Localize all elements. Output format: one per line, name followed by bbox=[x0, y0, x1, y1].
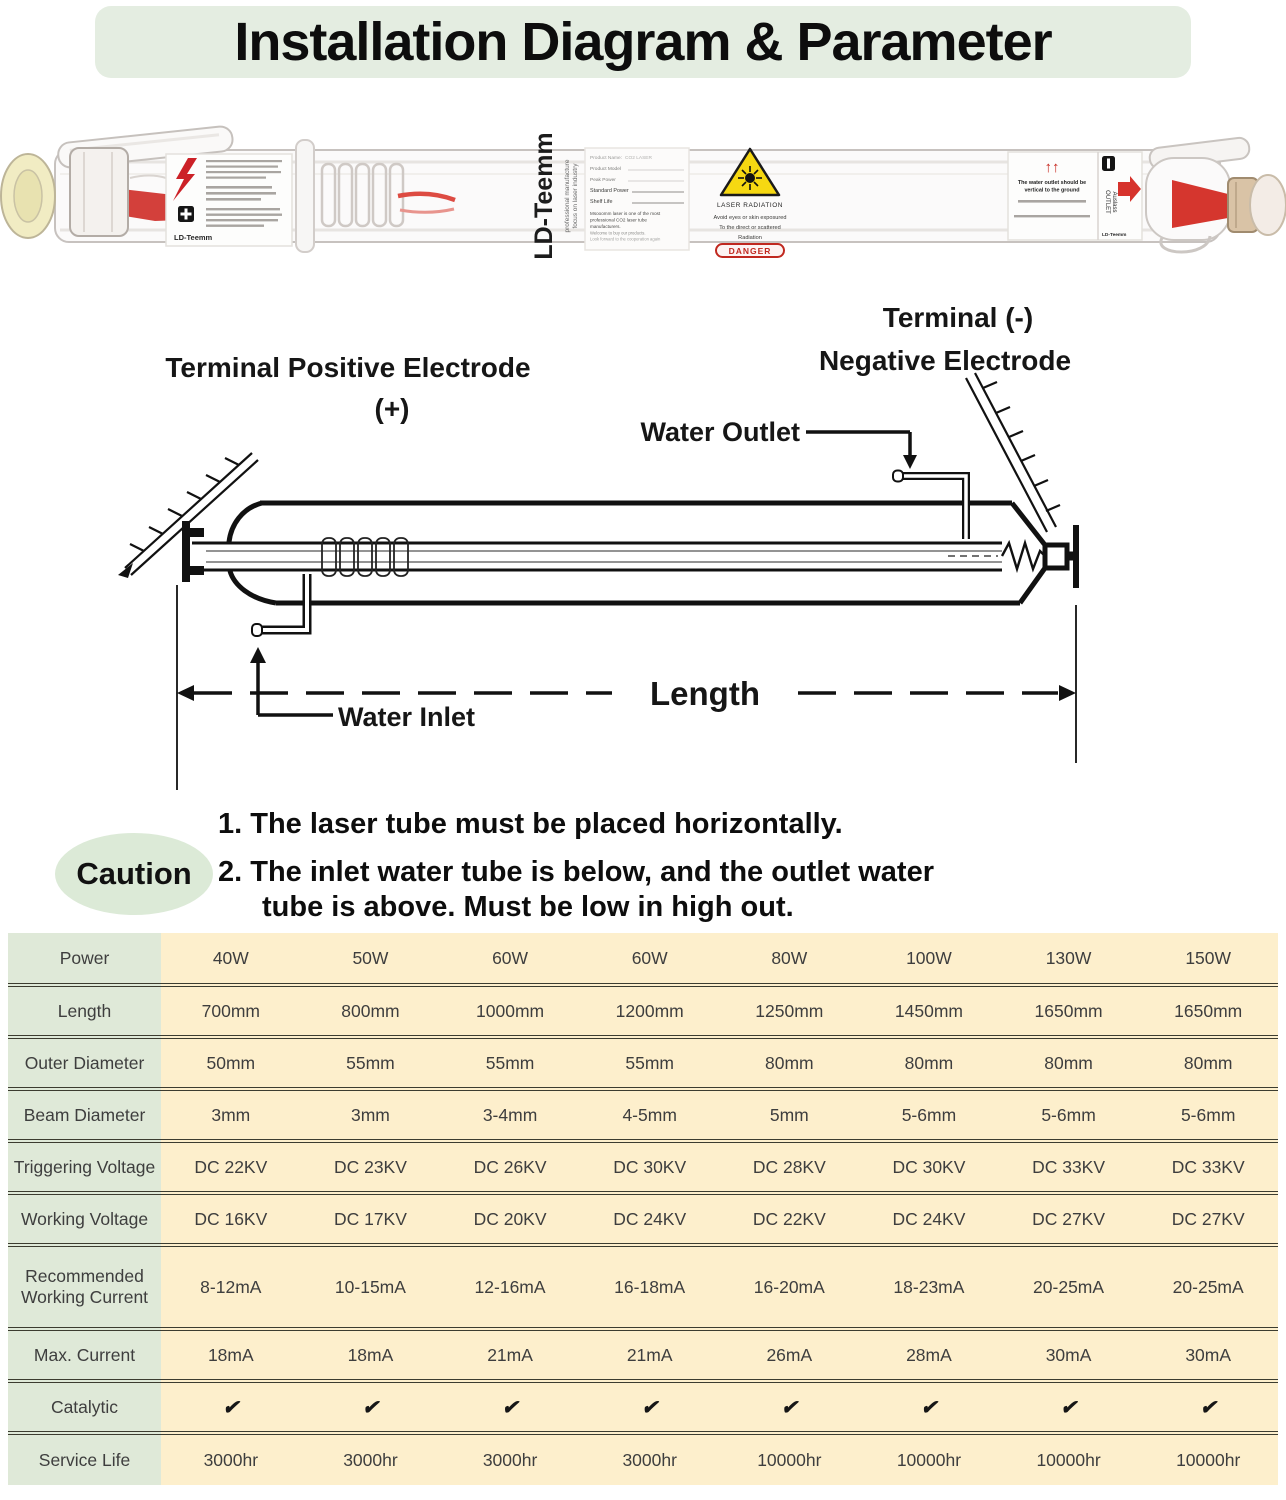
row-label: Length bbox=[8, 985, 161, 1037]
label-terminal-negative-1: Terminal (-) bbox=[882, 302, 1034, 333]
table-cell: 16-20mA bbox=[720, 1245, 860, 1329]
table-cell: 50mm bbox=[161, 1037, 301, 1089]
svg-text:Shelf Life: Shelf Life bbox=[590, 199, 613, 205]
table-cell: 800mm bbox=[301, 985, 441, 1037]
installation-diagram bbox=[0, 285, 1286, 790]
table-cell: DC 23KV bbox=[301, 1141, 441, 1193]
brand-sub1: professional manufacture bbox=[564, 159, 571, 233]
title-banner bbox=[95, 6, 1191, 78]
svg-text:Auslass: Auslass bbox=[1111, 191, 1117, 213]
table-cell: 3000hr bbox=[161, 1433, 301, 1485]
table-cell: 12-16mA bbox=[440, 1245, 580, 1329]
row-label: Power bbox=[8, 933, 161, 985]
table-cell: 21mA bbox=[440, 1329, 580, 1381]
table-cell: 5-6mm bbox=[1138, 1089, 1278, 1141]
row-label: Max. Current bbox=[8, 1329, 161, 1381]
brand-sub2: focus on laser industry bbox=[572, 163, 579, 229]
svg-text:DANGER: DANGER bbox=[728, 246, 772, 256]
table-row bbox=[8, 1193, 1278, 1245]
label-water-inlet: Water Inlet bbox=[338, 702, 476, 732]
caution-note-2-line1: 2. The inlet water tube is below, and the outlet water bbox=[218, 856, 934, 888]
table-cell: 3000hr bbox=[301, 1433, 441, 1485]
table-cell: DC 33KV bbox=[1138, 1141, 1278, 1193]
table-cell: 18mA bbox=[161, 1329, 301, 1381]
table-cell: 1250mm bbox=[720, 985, 860, 1037]
table-cell: 10000hr bbox=[1138, 1433, 1278, 1485]
table-cell: 55mm bbox=[580, 1037, 720, 1089]
positive-electrode-wire bbox=[125, 453, 258, 575]
row-label: Triggering Voltage bbox=[8, 1141, 161, 1193]
table-cell: 80mm bbox=[999, 1037, 1139, 1089]
table-cell: 700mm bbox=[161, 985, 301, 1037]
table-cell: DC 30KV bbox=[859, 1141, 999, 1193]
row-label: Service Life bbox=[8, 1433, 161, 1485]
label-terminal-negative-2: Negative Electrode bbox=[818, 345, 1072, 376]
label-water-outlet: Water Outlet bbox=[640, 417, 800, 447]
table-cell: DC 24KV bbox=[859, 1193, 999, 1245]
svg-text:OUTLET: OUTLET bbox=[1104, 190, 1110, 214]
table-cell: DC 28KV bbox=[720, 1141, 860, 1193]
table-cell: 80mm bbox=[859, 1037, 999, 1089]
tube-left-label bbox=[166, 154, 292, 246]
table-cell: DC 27KV bbox=[999, 1193, 1139, 1245]
right-cap bbox=[1045, 525, 1076, 588]
table-cell: ✔ bbox=[440, 1381, 580, 1433]
svg-text:Welcome to buy our products.: Welcome to buy our products. bbox=[590, 230, 646, 236]
svg-text:Radiation: Radiation bbox=[738, 235, 762, 241]
table-cell: 80mm bbox=[1138, 1037, 1278, 1089]
svg-text:Product Model: Product Model bbox=[590, 167, 621, 172]
length-dimension bbox=[177, 585, 1076, 790]
svg-text:Product Name:: Product Name: bbox=[590, 156, 622, 161]
table-cell: 1650mm bbox=[999, 985, 1139, 1037]
table-cell: 18-23mA bbox=[859, 1245, 999, 1329]
water-inlet-pointer bbox=[250, 647, 333, 715]
table-cell: 4-5mm bbox=[580, 1089, 720, 1141]
svg-text:Standard Power: Standard Power bbox=[590, 188, 629, 194]
table-cell: 5-6mm bbox=[859, 1089, 999, 1141]
table-cell: 60W bbox=[580, 933, 720, 985]
table-row bbox=[8, 933, 1278, 985]
table-cell: 3mm bbox=[301, 1089, 441, 1141]
table-cell: 55mm bbox=[440, 1037, 580, 1089]
table-cell: 100W bbox=[859, 933, 999, 985]
table-row bbox=[8, 985, 1278, 1037]
parameter-table-section bbox=[8, 933, 1278, 1485]
inner-tube bbox=[192, 543, 1045, 570]
table-cell: 21mA bbox=[580, 1329, 720, 1381]
table-cell: 18mA bbox=[301, 1329, 441, 1381]
table-cell: ✔ bbox=[580, 1381, 720, 1433]
svg-text:The water outlet should be: The water outlet should be bbox=[1017, 180, 1087, 186]
table-cell: 10000hr bbox=[859, 1433, 999, 1485]
table-cell: ✔ bbox=[999, 1381, 1139, 1433]
table-row bbox=[8, 1329, 1278, 1381]
table-cell: DC 20KV bbox=[440, 1193, 580, 1245]
brand-small: LD-Teemm bbox=[174, 233, 213, 242]
param-table-body bbox=[8, 933, 1278, 1485]
table-cell: 80mm bbox=[720, 1037, 860, 1089]
row-label: Beam Diameter bbox=[8, 1089, 161, 1141]
table-cell: DC 16KV bbox=[161, 1193, 301, 1245]
svg-text:professional CO2 laser tube: professional CO2 laser tube bbox=[590, 217, 647, 223]
table-cell: 8-12mA bbox=[161, 1245, 301, 1329]
table-cell: ✔ bbox=[859, 1381, 999, 1433]
table-cell: 3000hr bbox=[440, 1433, 580, 1485]
table-row bbox=[8, 1245, 1278, 1329]
svg-text:Msooomm laser is one of the mo: Msooomm laser is one of the most bbox=[590, 211, 661, 216]
table-cell: 20-25mA bbox=[999, 1245, 1139, 1329]
table-cell: DC 22KV bbox=[161, 1141, 301, 1193]
table-cell: 10000hr bbox=[999, 1433, 1139, 1485]
table-cell: DC 27KV bbox=[1138, 1193, 1278, 1245]
row-label: Outer Diameter bbox=[8, 1037, 161, 1089]
caution-badge-label: Caution bbox=[76, 856, 192, 891]
left-cap bbox=[186, 521, 204, 582]
caution-note-1: 1. The laser tube must be placed horizontally. bbox=[218, 808, 843, 840]
table-cell: 130W bbox=[999, 933, 1139, 985]
row-label: Working Voltage bbox=[8, 1193, 161, 1245]
water-outlet-pipe bbox=[806, 432, 966, 539]
table-cell: ✔ bbox=[1138, 1381, 1278, 1433]
table-cell: 1000mm bbox=[440, 985, 580, 1037]
svg-text:manufacturers.: manufacturers. bbox=[590, 224, 621, 229]
table-cell: 1200mm bbox=[580, 985, 720, 1037]
table-cell: 3mm bbox=[161, 1089, 301, 1141]
svg-text:Peak Power: Peak Power bbox=[590, 178, 616, 183]
table-cell: DC 17KV bbox=[301, 1193, 441, 1245]
table-cell: DC 22KV bbox=[720, 1193, 860, 1245]
table-row bbox=[8, 1141, 1278, 1193]
svg-text:Look forward to the cooperatio: Look forward to the cooperation again bbox=[590, 236, 661, 242]
tube-spec-label bbox=[585, 148, 689, 250]
table-cell: 150W bbox=[1138, 933, 1278, 985]
table-cell: ✔ bbox=[161, 1381, 301, 1433]
table-row bbox=[8, 1037, 1278, 1089]
tube-outlet-label bbox=[1008, 152, 1142, 240]
laser-tube-photo bbox=[0, 118, 1286, 263]
table-cell: 60W bbox=[440, 933, 580, 985]
table-cell: DC 30KV bbox=[580, 1141, 720, 1193]
brand-vertical: LD-Teemm bbox=[530, 132, 558, 260]
svg-text:CO2 LASER: CO2 LASER bbox=[625, 156, 652, 161]
table-cell: DC 24KV bbox=[580, 1193, 720, 1245]
table-cell: 1450mm bbox=[859, 985, 999, 1037]
table-cell: DC 33KV bbox=[999, 1141, 1139, 1193]
tube-outline bbox=[229, 503, 1045, 603]
tube-right-end bbox=[1146, 137, 1286, 252]
label-terminal-positive: Terminal Positive Electrode bbox=[165, 352, 531, 383]
table-cell: ✔ bbox=[720, 1381, 860, 1433]
row-label: Recommended Working Current bbox=[8, 1245, 161, 1329]
table-row bbox=[8, 1433, 1278, 1485]
svg-text:LD-Teemm: LD-Teemm bbox=[1102, 233, 1127, 238]
row-label: Catalytic bbox=[8, 1381, 161, 1433]
table-cell: 20-25mA bbox=[1138, 1245, 1278, 1329]
table-cell: 10-15mA bbox=[301, 1245, 441, 1329]
table-cell: 30mA bbox=[999, 1329, 1139, 1381]
table-cell: 30mA bbox=[1138, 1329, 1278, 1381]
table-cell: 3000hr bbox=[580, 1433, 720, 1485]
caution-badge bbox=[55, 833, 213, 915]
table-cell: 28mA bbox=[859, 1329, 999, 1381]
page-title: Installation Diagram & Parameter bbox=[234, 12, 1052, 72]
table-cell: 3-4mm bbox=[440, 1089, 580, 1141]
table-cell: 16-18mA bbox=[580, 1245, 720, 1329]
table-cell: 1650mm bbox=[1138, 985, 1278, 1037]
table-cell: 80W bbox=[720, 933, 860, 985]
table-cell: 55mm bbox=[301, 1037, 441, 1089]
label-positive-sign: (+) bbox=[374, 393, 410, 424]
up-arrows-icon: ↑↑ bbox=[1044, 159, 1060, 176]
table-cell: 40W bbox=[161, 933, 301, 985]
table-cell: 5-6mm bbox=[999, 1089, 1139, 1141]
table-row bbox=[8, 1381, 1278, 1433]
caution-note-2-line2: tube is above. Must be low in high out. bbox=[262, 891, 794, 923]
svg-text:vertical to the ground: vertical to the ground bbox=[1024, 187, 1080, 194]
table-cell: 5mm bbox=[720, 1089, 860, 1141]
parameter-table bbox=[8, 933, 1278, 1485]
table-cell: 10000hr bbox=[720, 1433, 860, 1485]
label-length: Length bbox=[650, 675, 760, 712]
table-cell: 50W bbox=[301, 933, 441, 985]
table-cell: ✔ bbox=[301, 1381, 441, 1433]
svg-text:Avoid eyes or skin exposured: Avoid eyes or skin exposured bbox=[713, 215, 787, 221]
table-cell: 26mA bbox=[720, 1329, 860, 1381]
svg-text:LASER RADIATION: LASER RADIATION bbox=[716, 202, 784, 209]
table-row bbox=[8, 1089, 1278, 1141]
svg-text:To the direct or scattered: To the direct or scattered bbox=[719, 225, 781, 231]
table-cell: DC 26KV bbox=[440, 1141, 580, 1193]
